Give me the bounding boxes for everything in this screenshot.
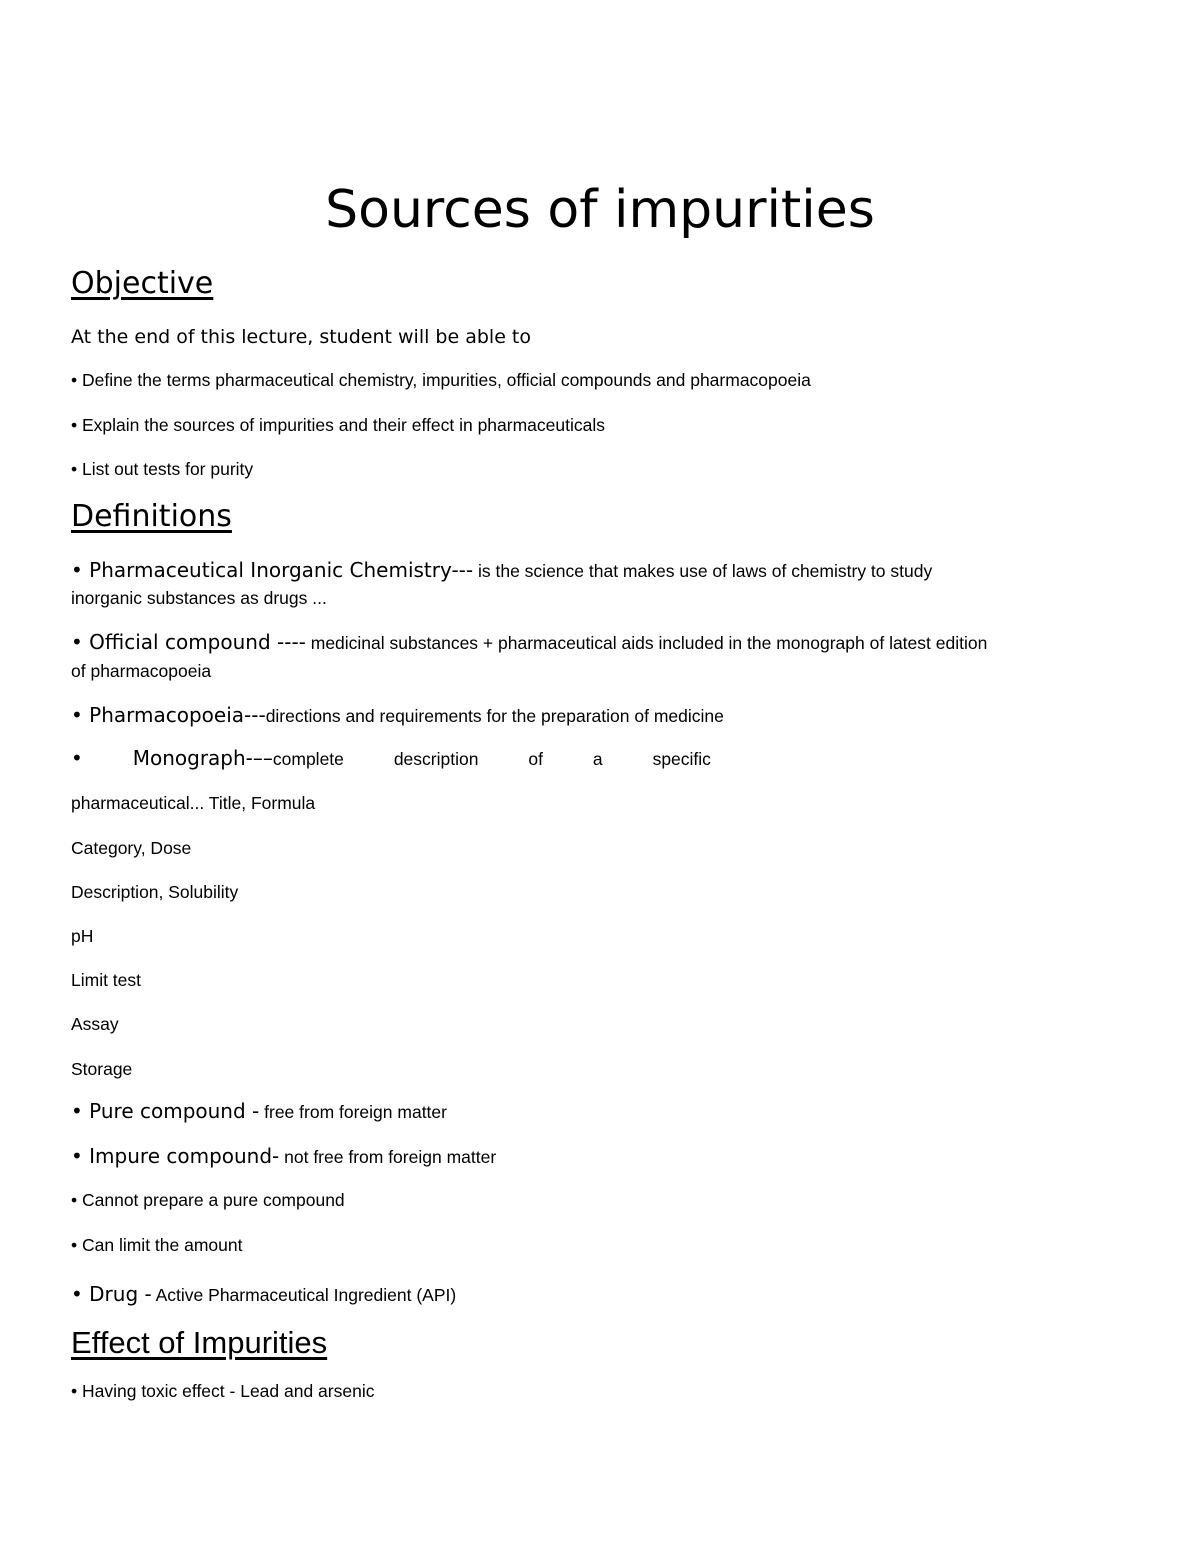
monograph-item: Storage (71, 1059, 133, 1079)
monograph-word-5: specific (652, 749, 711, 769)
definition-pic (71, 558, 932, 582)
definition-official-def-cont: of pharmacopoeia (71, 661, 212, 681)
objective-bullet-2: • Explain the sources of impurities and their effect in pharmaceuticals (71, 415, 605, 435)
definition-official-def: medicinal substances + pharmaceutical aids included in the monograph of latest edition (305, 633, 988, 653)
definition-impure (71, 1144, 496, 1168)
definition-pic-def-cont: inorganic substances as drugs ... (71, 588, 327, 608)
definitions-heading: Definitions (71, 499, 232, 534)
effect-bullet-1: • Having toxic effect - Lead and arsenic (71, 1381, 375, 1401)
definition-impure-def: not free from foreign matter (279, 1147, 497, 1167)
definition-pure-term: • Pure compound - (71, 1099, 260, 1123)
definition-pure-def: free from foreign matter (259, 1102, 447, 1122)
definition-drug (71, 1282, 456, 1306)
monograph-item: pH (71, 926, 94, 946)
monograph-item: Limit test (71, 970, 142, 990)
objective-bullet-3: • List out tests for purity (71, 459, 254, 479)
monograph-word-3: of (528, 749, 543, 769)
objective-intro: At the end of this lecture, student will be able to (71, 326, 531, 348)
definition-official (71, 630, 987, 654)
definition-official-term: • Official compound ---- (71, 630, 306, 654)
objective-bullet-1: • Define the terms pharmaceutical chemistry, impurities, official compounds and pharmacopoeia (71, 370, 811, 390)
monograph-term-group (133, 746, 344, 770)
definition-pure (71, 1099, 447, 1123)
definition-pharmacopoeia-term: • Pharmacopoeia--- (71, 703, 266, 727)
objective-heading: Objective (71, 266, 214, 301)
bullet-canlimit: • Can limit the amount (71, 1235, 243, 1255)
definition-pic-def: is the science that makes use of laws of chemistry to study (473, 561, 933, 581)
monograph-item: Assay (71, 1014, 119, 1034)
page-title: Sources of impurities (325, 180, 875, 240)
monograph-word-2: description (393, 749, 479, 769)
bullet-cannot: • Cannot prepare a pure compound (71, 1190, 345, 1210)
monograph-bullet: • (71, 746, 83, 770)
monograph-term: Monograph-–– (132, 746, 273, 770)
monograph-item: Description, Solubility (71, 882, 239, 902)
effect-heading: Effect of Impurities (71, 1325, 328, 1360)
definition-pic-term: • Pharmaceutical Inorganic Chemistry--- (71, 558, 474, 582)
definition-pharmacopoeia (71, 703, 724, 727)
definition-pharmacopoeia-def: directions and requirements for the preparation of medicine (265, 706, 724, 726)
definition-impure-term: • Impure compound- (71, 1144, 280, 1168)
monograph-word-4: a (592, 749, 603, 769)
monograph-item: pharmaceutical... Title, Formula (71, 793, 316, 813)
monograph-item: Category, Dose (71, 838, 192, 858)
definition-drug-term: • Drug - (71, 1282, 152, 1306)
monograph-word-1: complete (272, 749, 344, 769)
definition-drug-def: Active Pharmaceutical Ingredient (API) (151, 1285, 457, 1305)
definition-monograph (71, 746, 711, 770)
